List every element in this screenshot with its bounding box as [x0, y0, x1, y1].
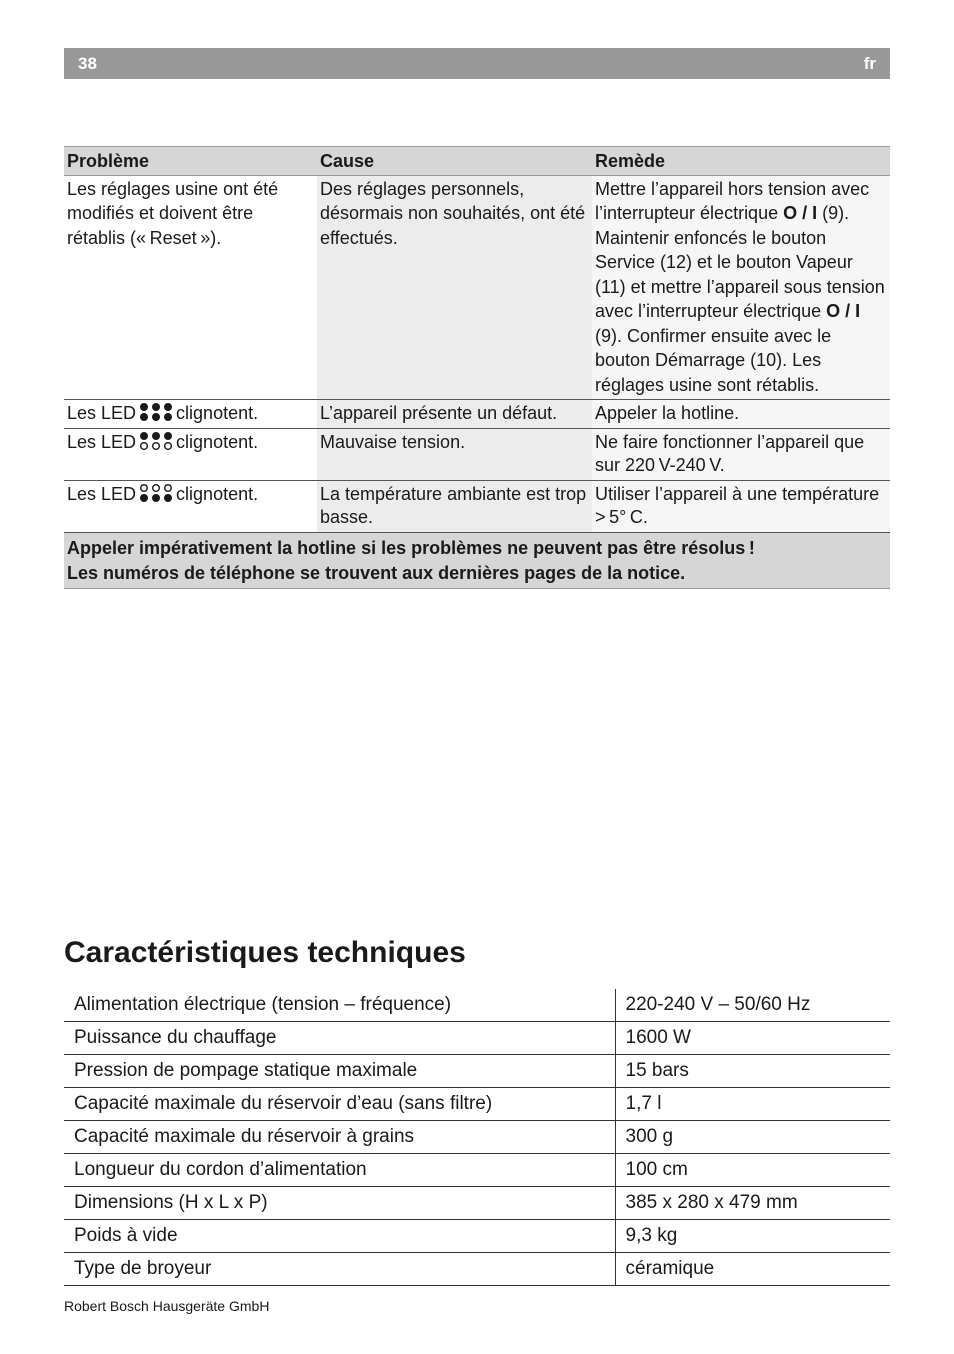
table-row	[64, 175, 890, 400]
spec-label: Puissance du chauffage	[64, 1022, 615, 1055]
led-top-on-icon	[139, 431, 173, 451]
troubleshooting-header-row	[64, 147, 890, 176]
led-bottom-on-icon	[139, 483, 173, 503]
problem-prefix: Les LED	[67, 403, 137, 423]
cause-cell: Mauvaise tension.	[317, 429, 592, 481]
problem-suffix: clignotent.	[176, 432, 259, 452]
spec-value: 1,7 l	[615, 1088, 890, 1121]
power-switch-symbol: O / I	[783, 203, 818, 223]
section-title: Caractéristiques techniques	[64, 936, 466, 969]
column-header-cause: Cause	[317, 147, 592, 176]
table-row	[64, 1088, 890, 1121]
spec-label: Poids à vide	[64, 1220, 615, 1253]
spec-value: 15 bars	[615, 1055, 890, 1088]
problem-suffix: clignotent.	[176, 484, 259, 504]
problem-suffix: clignotent.	[176, 403, 259, 423]
troubleshooting-table	[64, 146, 890, 589]
spec-label: Type de broyeur	[64, 1253, 615, 1286]
table-row	[64, 1220, 890, 1253]
spec-value: 9,3 kg	[615, 1220, 890, 1253]
language-code: fr	[863, 54, 876, 73]
led-all-on-icon	[139, 402, 173, 422]
spec-value: 220-240 V – 50/60 Hz	[615, 989, 890, 1022]
problem-cell: Les réglages usine ont été modifiés et doivent être rétablis (« Reset »).	[64, 175, 317, 400]
column-header-remedy: Remède	[592, 147, 890, 176]
page-header-bar	[64, 48, 890, 79]
problem-cell	[64, 429, 317, 481]
table-row	[64, 481, 890, 533]
problem-cell	[64, 481, 317, 533]
cause-cell: La température ambiante est trop basse.	[317, 481, 592, 533]
remedy-cell	[592, 175, 890, 400]
remedy-cell: Ne faire fonctionner l’appareil que sur 220 V-240 V.	[592, 429, 890, 481]
cause-cell: L’appareil présente un défaut.	[317, 400, 592, 429]
column-header-problem: Problème	[64, 147, 317, 176]
remedy-text: (9). Confirmer ensuite avec le bouton Démarrage (10). Les réglages usine sont rétablis.	[595, 325, 832, 395]
remedy-cell: Appeler la hotline.	[592, 400, 890, 429]
table-row	[64, 1154, 890, 1187]
specifications-table	[64, 989, 890, 1286]
spec-label: Dimensions (H x L x P)	[64, 1187, 615, 1220]
spec-value: 385 x 280 x 479 mm	[615, 1187, 890, 1220]
power-switch-symbol: O / I	[826, 301, 861, 321]
spec-label: Longueur du cordon d’alimentation	[64, 1154, 615, 1187]
remedy-text: (9). Maintenir enfoncés le bouton Service (12) et le bouton Vapeur (11) et mettre l’appareil sous tension avec l’interrupteur électrique	[595, 203, 885, 321]
spec-value: 100 cm	[615, 1154, 890, 1187]
page-number: 38	[78, 54, 97, 73]
spec-value: céramique	[615, 1253, 890, 1286]
hotline-notice-line-1: Appeler impérativement la hotline si les problèmes ne peuvent pas être résolus !	[67, 538, 755, 558]
spec-label: Alimentation électrique (tension – fréquence)	[64, 989, 615, 1022]
remedy-cell: Utiliser l’appareil à une température > 5° C.	[592, 481, 890, 533]
hotline-notice-line-2: Les numéros de téléphone se trouvent aux dernières pages de la notice.	[67, 563, 686, 583]
table-row	[64, 429, 890, 481]
hotline-notice	[64, 533, 890, 589]
spec-label: Capacité maximale du réservoir à grains	[64, 1121, 615, 1154]
remedy-text: Mettre l’appareil hors tension avec l’interrupteur électrique	[595, 178, 870, 223]
table-row	[64, 1253, 890, 1286]
problem-cell	[64, 400, 317, 429]
footer-company: Robert Bosch Hausgeräte GmbH	[64, 1298, 270, 1314]
spec-label: Capacité maximale du réservoir d’eau (sans filtre)	[64, 1088, 615, 1121]
cause-cell: Des réglages personnels, désormais non souhaités, ont été effectués.	[317, 175, 592, 400]
table-row	[64, 1022, 890, 1055]
spec-value: 1600 W	[615, 1022, 890, 1055]
problem-prefix: Les LED	[67, 484, 137, 504]
table-row	[64, 400, 890, 429]
table-row	[64, 1187, 890, 1220]
table-row	[64, 989, 890, 1022]
spec-value: 300 g	[615, 1121, 890, 1154]
table-row	[64, 1055, 890, 1088]
problem-prefix: Les LED	[67, 432, 137, 452]
table-row	[64, 1121, 890, 1154]
notice-row	[64, 533, 890, 589]
spec-label: Pression de pompage statique maximale	[64, 1055, 615, 1088]
